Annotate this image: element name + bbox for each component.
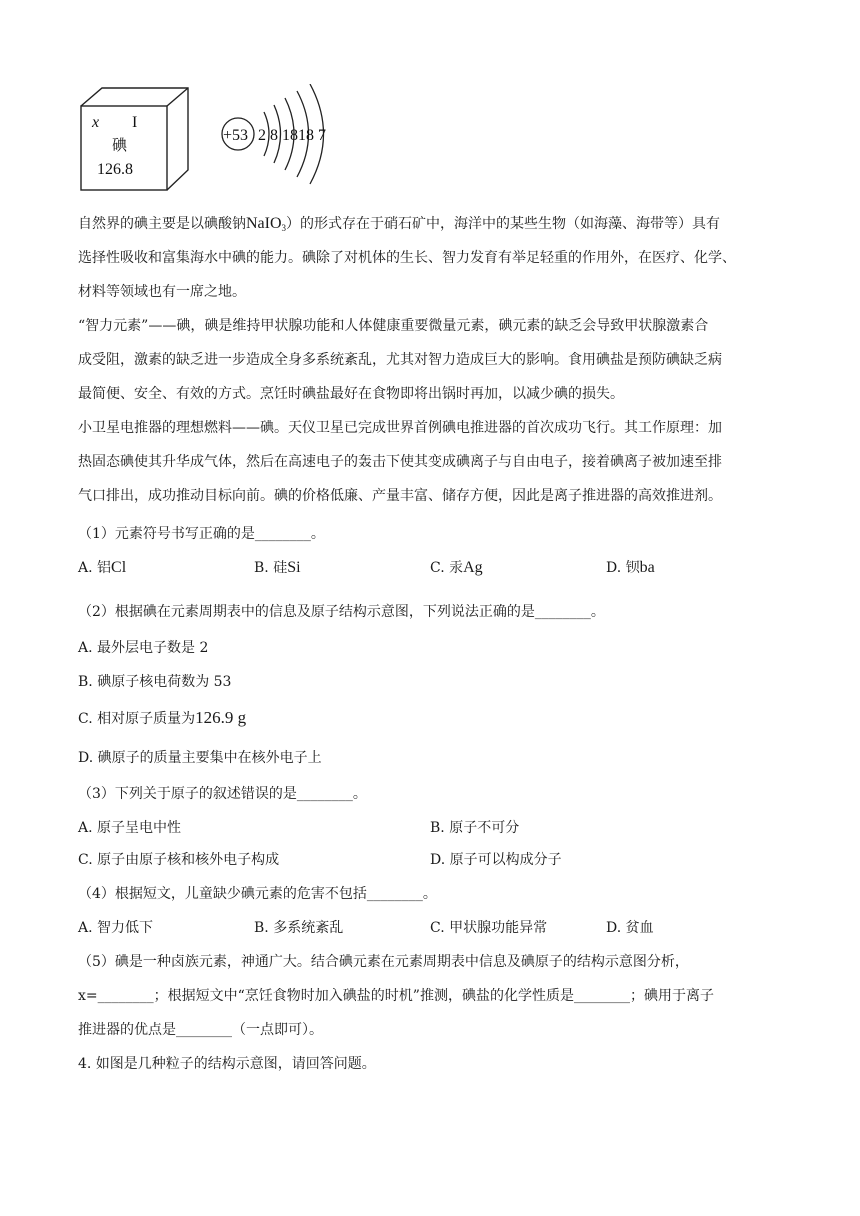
iodine-figure bbox=[78, 84, 348, 196]
passage-paragraph-1-line-2: 选择性吸收和富集海水中碘的能力。碘除了对机体的生长、智力发育有举足轻重的作用外，在医疗、化学、 bbox=[78, 250, 736, 266]
atom-structure-diagram bbox=[222, 84, 326, 184]
q4-option-a[interactable]: A. 智力低下 bbox=[78, 920, 154, 936]
passage-paragraph-3-line-2: 热固态碘使其升华成气体，然后在高速电子的轰击下使其变成碘离子与自由电子，接着碘离子被加速至排 bbox=[78, 454, 722, 470]
q1-option-b[interactable] bbox=[254, 558, 301, 578]
q3-option-a[interactable]: A. 原子呈电中性 bbox=[78, 820, 182, 836]
q2-option-d[interactable]: D. 碘原子的质量主要集中在核外电子上 bbox=[78, 750, 322, 766]
option-element-name: 汞 bbox=[449, 560, 464, 576]
formula-main: NaIO bbox=[246, 215, 282, 232]
question-5-line-1: （5）碘是一种卤族元素，神通广大。结合碘元素在元素周期表中信息及碘原子的结构示意图分析， bbox=[78, 954, 689, 970]
nucleus-charge: +53 bbox=[223, 127, 249, 144]
formula-naio3 bbox=[246, 215, 286, 232]
q3-option-b[interactable]: B. 原子不可分 bbox=[430, 820, 520, 836]
passage-paragraph-2-line-2: 成受阻，激素的缺乏进一步造成全身多系统紊乱，尤其对智力造成巨大的影响。食用碘盐是预防碘缺乏病 bbox=[78, 352, 722, 368]
formula-subscript: 3 bbox=[281, 223, 287, 233]
option-letter: B. bbox=[254, 560, 269, 576]
passage-paragraph-2-line-3: 最简便、安全、有效的方式。烹饪时碘盐最好在食物即将出锅时再加，以减少碘的损失。 bbox=[78, 386, 624, 402]
q1-option-c[interactable] bbox=[430, 558, 483, 578]
option-text: C. 相对原子质量为 bbox=[78, 711, 196, 727]
passage-paragraph-3-line-1: 小卫星电推器的理想燃料——碘。天仪卫星已完成世界首例碘电推进器的首次成功飞行。其工作原理：加 bbox=[78, 420, 722, 436]
option-element-name: 铝 bbox=[97, 560, 112, 576]
q4-option-c[interactable]: C. 甲状腺功能异常 bbox=[430, 920, 548, 936]
passage-paragraph-1-line-1 bbox=[78, 214, 800, 238]
q3-option-d[interactable]: D. 原子可以构成分子 bbox=[430, 852, 562, 868]
passage-paragraph-2-line-1: “智力元素”——碘，碘是维持甲状腺功能和人体健康重要微量元素，碘元素的缺乏会导致甲状腺激素合 bbox=[78, 318, 709, 334]
option-element-symbol: Ag bbox=[463, 559, 483, 576]
q4-option-d[interactable]: D. 贫血 bbox=[606, 920, 654, 936]
cell-name: 碘 bbox=[112, 136, 128, 154]
next-question-stem: 4. 如图是几种粒子的结构示意图，请回答问题。 bbox=[78, 1056, 376, 1072]
cell-symbol: I bbox=[132, 114, 138, 131]
option-element-name: 硅 bbox=[273, 560, 288, 576]
option-letter: D. bbox=[606, 560, 622, 576]
option-element-symbol: Si bbox=[287, 559, 301, 576]
option-letter: A. bbox=[78, 560, 93, 576]
q2-option-c[interactable] bbox=[78, 708, 800, 729]
option-value: 126.9 g bbox=[195, 708, 247, 727]
question-3-stem: （3）下列关于原子的叙述错误的是________。 bbox=[78, 786, 367, 802]
question-5-line-2: x=________；根据短文中“烹饪食物时加入碘盐的时机”推测，碘盐的化学性质是________；碘用于离子 bbox=[78, 988, 714, 1004]
q2-option-b[interactable]: B. 碘原子核电荷数为 53 bbox=[78, 674, 232, 690]
question-2-stem: （2）根据碘在元素周期表中的信息及原子结构示意图，下列说法正确的是________。 bbox=[78, 604, 605, 620]
question-1-stem: （1）元素符号书写正确的是________。 bbox=[78, 526, 325, 542]
cell-x-label: x bbox=[92, 114, 100, 131]
p1-text-b: ）的形式存在于硝石矿中，海洋中的某些生物（如海藻、海带等）具有 bbox=[286, 216, 721, 232]
cell-mass: 126.8 bbox=[97, 161, 133, 178]
question-4-stem: （4）根据短文，儿童缺少碘元素的危害不包括________。 bbox=[78, 886, 437, 902]
option-letter: C. bbox=[430, 560, 445, 576]
q1-option-a[interactable] bbox=[78, 558, 126, 578]
option-element-symbol: ba bbox=[639, 559, 655, 576]
q2-option-a[interactable]: A. 最外层电子数是 2 bbox=[78, 640, 209, 656]
passage-paragraph-3-line-3: 气口排出，成功推动目标向前。碘的价格低廉、产量丰富、储存方便，因此是离子推进器的高效推进剂。 bbox=[78, 488, 722, 504]
passage-paragraph-1-line-3: 材料等领域也有一席之地。 bbox=[78, 284, 246, 300]
option-element-name: 钡 bbox=[625, 560, 640, 576]
q1-option-d[interactable] bbox=[606, 558, 655, 578]
q3-option-c[interactable]: C. 原子由原子核和核外电子构成 bbox=[78, 852, 280, 868]
option-element-symbol: Cl bbox=[111, 559, 127, 576]
q4-option-b[interactable]: B. 多系统紊乱 bbox=[254, 920, 344, 936]
electron-shells: 2 8 1818 7 bbox=[258, 127, 326, 144]
p1-text-a: 自然界的碘主要是以碘酸钠 bbox=[78, 216, 246, 232]
question-5-line-3: 推进器的优点是________（一点即可）。 bbox=[78, 1022, 323, 1038]
